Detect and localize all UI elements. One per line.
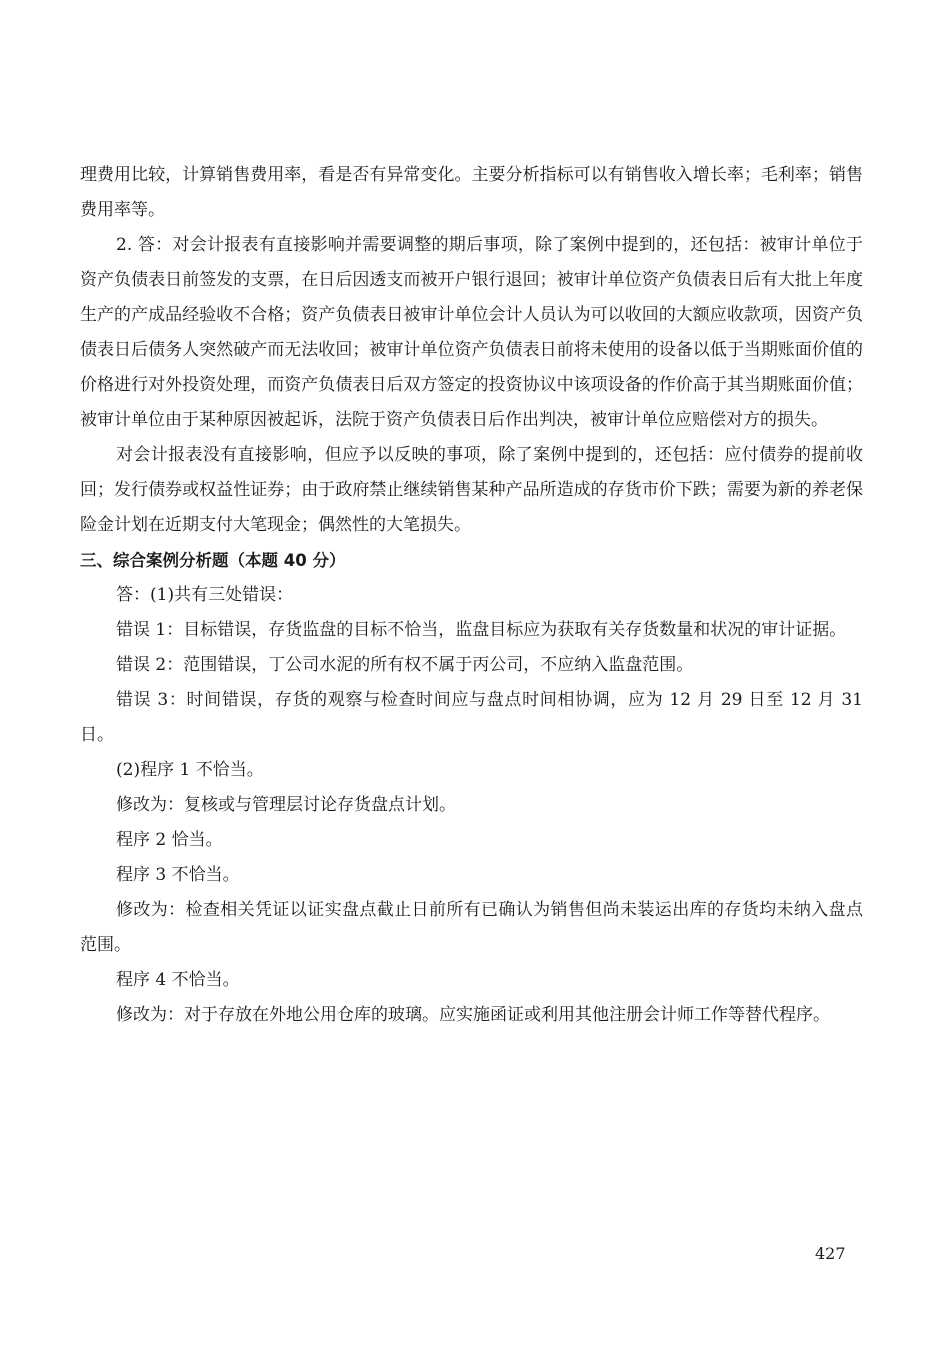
paragraph-non-adjusting-events: 对会计报表没有直接影响，但应予以反映的事项，除了案例中提到的，还包括：应付债券的提前收回；发行债券或权益性证券；由于政府禁止继续销售某种产品所造成的存货市价下跌；需要为新的养老保险金计划在近期支付大笔现金；偶然性的大笔损失。 <box>80 445 863 535</box>
answer-intro: 答：(1)共有三处错误： <box>116 585 294 605</box>
error-item-2: 错误 2：范围错误，丁公司水泥的所有权不属于丙公司，不应纳入监盘范围。 <box>116 655 694 675</box>
procedure-1-fix: 修改为：复核或与管理层讨论存货盘点计划。 <box>116 795 456 815</box>
page-content <box>80 158 863 1033</box>
procedure-3-assessment: 程序 3 不恰当。 <box>116 865 240 885</box>
procedure-2-assessment: 程序 2 恰当。 <box>116 830 223 850</box>
paragraph-continuation: 理费用比较，计算销售费用率，看是否有异常变化。主要分析指标可以有销售收入增长率；毛利率；销售费用率等。 <box>80 165 863 220</box>
paragraph-answer-2: 2. 答：对会计报表有直接影响并需要调整的期后事项，除了案例中提到的，还包括：被审计单位于资产负债表日前签发的支票，在日后因透支而被开户银行退回；被审计单位资产负债表日后有大批上年度生产的产成品经验收不合格；资产负债表日被审计单位会计人员认为可以收回的大额应收款项，因资产负债表日后债务人突然破产而无法收回；被审计单位资产负债表日前将未使用的设备以低于当期账面价值的价格进行对外投资处理，而资产负债表日后双方签定的投资协议中该项设备的作价高于其当期账面价值；被审计单位由于某种原因被起诉，法院于资产负债表日后作出判决，被审计单位应赔偿对方的损失。 <box>80 235 863 430</box>
procedure-4-assessment: 程序 4 不恰当。 <box>116 970 240 990</box>
procedure-1-assessment: (2)程序 1 不恰当。 <box>116 760 264 780</box>
procedure-4-fix: 修改为：对于存放在外地公用仓库的玻璃。应实施函证或利用其他注册会计师工作等替代程序。 <box>116 1005 830 1025</box>
section-heading: 三、综合案例分析题（本题 40 分） <box>80 551 346 570</box>
error-item-3: 错误 3：时间错误，存货的观察与检查时间应与盘点时间相协调，应为 12 月 29 日至 12 月 31 日。 <box>80 690 863 745</box>
error-item-1: 错误 1：目标错误，存货监盘的目标不恰当，监盘目标应为获取有关存货数量和状况的审计证据。 <box>116 620 847 640</box>
procedure-3-fix: 修改为：检查相关凭证以证实盘点截止日前所有已确认为销售但尚未装运出库的存货均未纳入盘点范围。 <box>80 900 863 955</box>
page-number: 427 <box>815 1244 846 1263</box>
